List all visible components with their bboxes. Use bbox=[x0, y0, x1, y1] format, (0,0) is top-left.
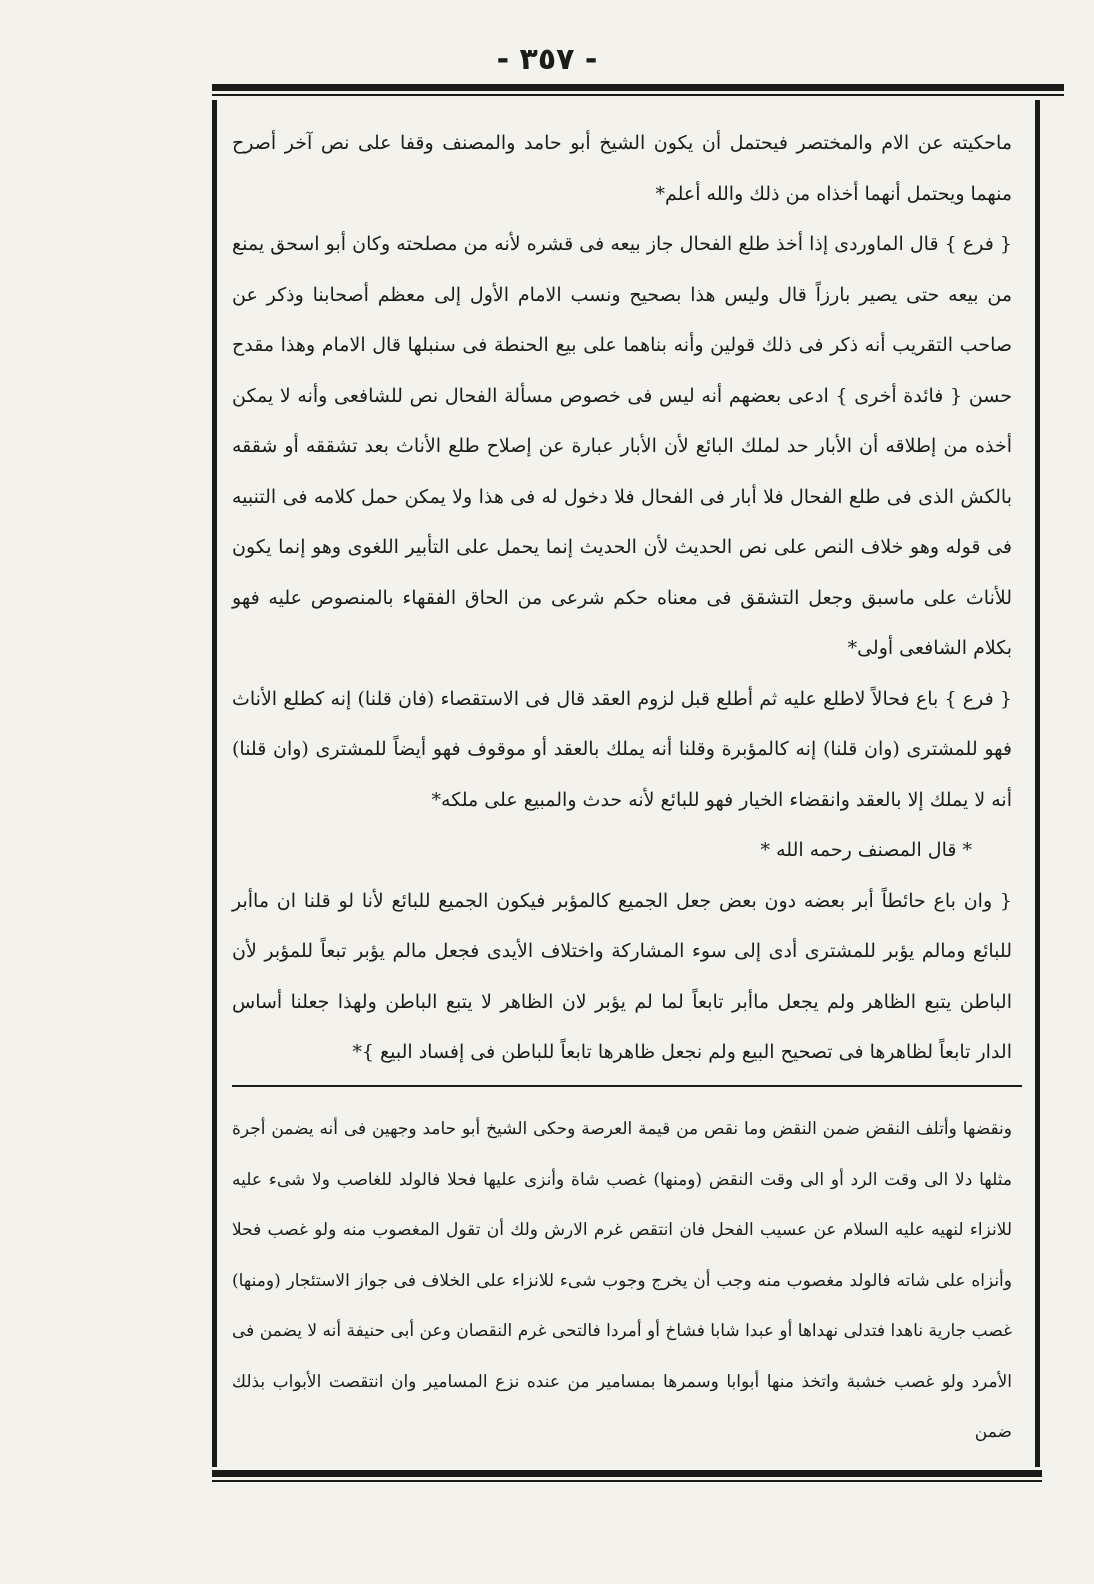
header-rule-thick bbox=[212, 84, 1064, 91]
footer-rule-thick bbox=[212, 1470, 1042, 1477]
heading-musannif: * قال المصنف رحمه الله * bbox=[760, 839, 972, 861]
paragraph-intro: ماحكيته عن الام والمختصر فيحتمل أن يكون الشيخ أبو حامد والمصنف وقفا على نص آخر أصرح منهما ويحتمل أنهما أخذاه من ذلك والله أعلم* bbox=[232, 132, 1012, 205]
page-number: - ٣٥٧ - bbox=[496, 42, 598, 77]
footnote-paragraph: ونقضها وأتلف النقض ضمن النقض وما نقص من قيمة العرصة وحكى الشيخ أبو حامد وجهين فى أنه يضمن أجرة مثلها دلا الى وقت الرد أو الى وقت النقض (ومنها) غصب شاة وأنزى عليها فحلا فالولد للغاصب ولا شىء عليه للانزاء لنهيه عليه السلام عن عسيب الفحل فان انتقص غرم الارش ولك أن تقول المغصوب منه ولو غصب فحلا وأنزاه على شاته فالولد مغصوب منه وجب أن يخرج وجوب شىء للانزاء على الخلاف فى جواز الاستئجار (ومنها) غصب جارية ناهدا فتدلى نهداها أو عبدا شابا فشاخ أو أمردا فالتحى غرم النقصان وعن أبى حنيفة أنه لا يضمن فى الأمرد ولو غصب خشبة واتخذ منها أبوابا وسمرها بمسامير من عنده نزع المسامير وان انتقصت الأبواب بذلك ضمن bbox=[232, 1119, 1012, 1442]
paragraph-far-fahhal: { فرع } قال الماوردى إذا أخذ طلع الفحال جاز بيعه فى قشره لأنه من مصلحته وكان أبو اسحق يمنع من بيعه حتى يصير بارزاً قال وليس هذا بصحيح ونسب الامام الأول إلى معظم أصحابنا وذكر عن صاحب التقريب أنه ذكر فى ذلك قولين وأنه بناهما على بيع الحنطة فى سنبلها قال الامام وهذا مقدح حسن { فائدة أخرى } ادعى بعضهم أنه ليس فى خصوص مسألة الفحال نص للشافعى وأنه لا يمكن أخذه من إطلاقه أن الأبار حد لملك البائع لأن الأبار عبارة عن إصلاح طلع الأناث بعد تشققه أو شققه بالكش الذى فى طلع الفحال فلا أبار فى الفحال فلا دخول له فى هذا ولا يمكن حمل كلامه فى التنبيه فى قوله وهو خلاف النص على نص الحديث لأن الحديث إنما يحمل على التأبير اللغوى وهو إنما يكون للأناث على ماسبق وجعل التشقق فى معناه حكم شرعى من الحاق الفقهاء بالمنصوص عليه فهو بكلام الشافعى أولى* bbox=[232, 233, 1012, 659]
footer-rule-thin bbox=[212, 1480, 1042, 1482]
main-text bbox=[232, 118, 1012, 1078]
footnote-rule bbox=[232, 1085, 1022, 1087]
footnote-text bbox=[232, 1104, 1012, 1458]
header-rule-thin bbox=[212, 94, 1064, 96]
paragraph-far-bai: { فرع } باع فحالاً لاطلع عليه ثم أطلع قبل لزوم العقد قال فى الاستقصاء (فان قلنا) إنه كطلع الأناث فهو للمشترى (وان قلنا) إنه كالمؤبرة وقلنا أنه يملك بالعقد أو موقوف فهو أيضاً للمشترى (وان قلنا) أنه لا يملك إلا بالعقد وانقضاء الخيار فهو للبائع لأنه حدث والمبيع على ملكه* bbox=[232, 687, 1012, 811]
paragraph-matn: { وان باع حائطاً أبر بعضه دون بعض جعل الجميع كالمؤبر فيكون الجميع للبائع لأنا لو قلنا ان ماأبر للبائع ومالم يؤبر للمشترى أدى إلى سوء المشاركة واختلاف الأيدى فجعل مالم يؤبر تبعاً للمؤبر لأن الباطن يتبع الظاهر ولم يجعل ماأبر تابعاً لما لم يؤبر لان الظاهر لا يتبع الباطن ولهذا جعلنا أساس الدار تابعاً لظاهرها فى تصحيح البيع ولم نجعل ظاهرها تابعاً للباطن فى إفساد البيع }* bbox=[232, 889, 1012, 1063]
